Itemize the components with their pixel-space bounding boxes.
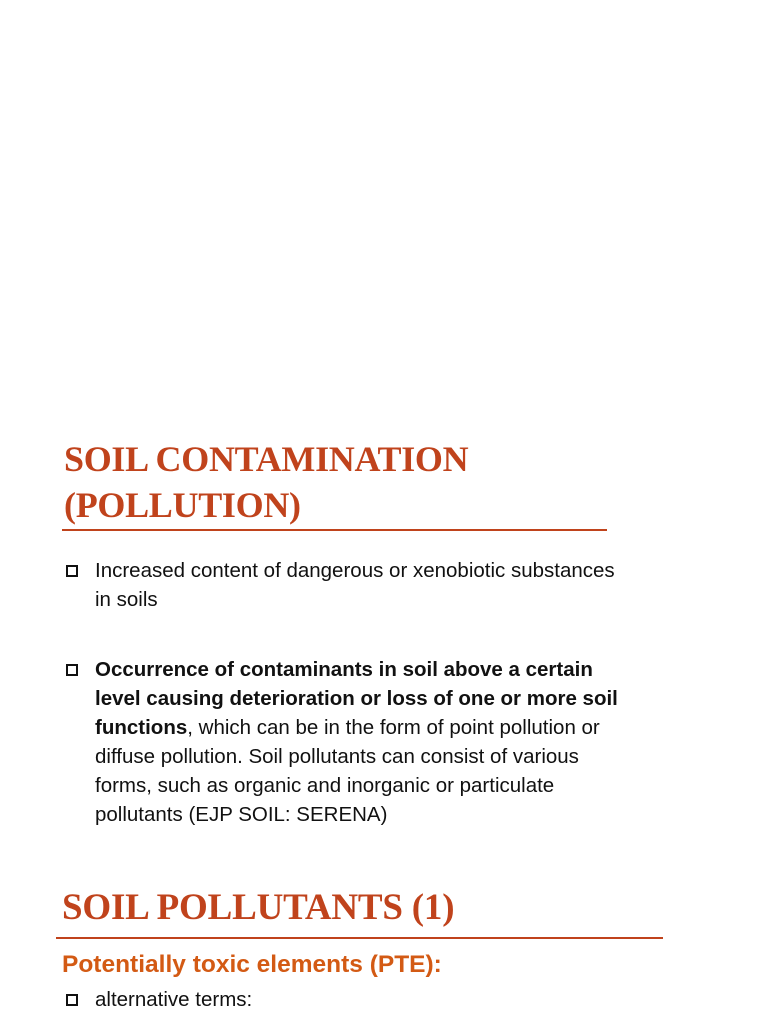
title-underline (62, 529, 607, 531)
bullet-text (95, 655, 626, 829)
square-bullet-icon (66, 664, 78, 676)
square-bullet-icon (66, 994, 78, 1006)
bullet-item (66, 556, 626, 614)
title-underline (56, 937, 663, 939)
subheading-pte: Potentially toxic elements (PTE): (62, 951, 442, 978)
square-bullet-icon (66, 565, 78, 577)
bullet-item (66, 655, 626, 829)
bullet-regular-text: , which can be in the form of point pollution or diffuse pollution. Soil pollutants can consist of various forms, such as organic and inorganic or particulate pollutants (EJP SOIL: SERENA) (95, 716, 600, 826)
bullet-text: alternative terms: (95, 988, 253, 1011)
title-line-1: SOIL CONTAMINATION (64, 439, 469, 479)
section-title-soil-contamination (64, 436, 468, 528)
bullet-item (66, 985, 626, 1014)
title-line-2: (POLLUTION) (64, 485, 301, 525)
section-title-soil-pollutants: SOIL POLLUTANTS (1) (62, 887, 455, 928)
bullet-text: Increased content of dangerous or xenobiotic substances in soils (95, 559, 615, 611)
bullet-bold-text: Occurrence of contaminants in soil above a certain level causing deterioration or loss of one or more soil functions (95, 658, 618, 739)
